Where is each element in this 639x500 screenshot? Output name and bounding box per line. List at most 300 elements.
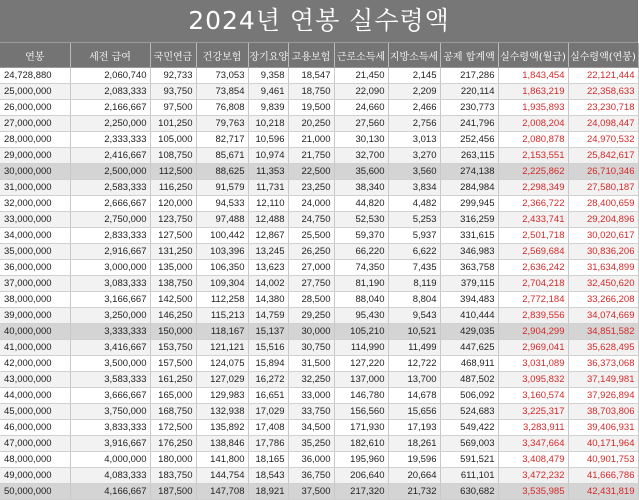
table-cell: 3,750,000 — [70, 404, 150, 420]
table-cell: 14,002 — [248, 276, 288, 292]
table-cell: 161,250 — [150, 372, 196, 388]
table-cell: 7,435 — [388, 260, 440, 276]
table-cell: 180,000 — [150, 452, 196, 468]
table-cell: 34,851,582 — [568, 324, 638, 340]
table-row — [0, 404, 638, 420]
table-cell: 331,615 — [440, 228, 498, 244]
table-cell: 274,138 — [440, 164, 498, 180]
table-cell: 2,225,862 — [498, 164, 568, 180]
table-cell: 28,000,000 — [0, 132, 70, 148]
table-cell: 171,930 — [334, 420, 388, 436]
table-row — [0, 228, 638, 244]
table-cell: 3,031,089 — [498, 356, 568, 372]
table-row — [0, 452, 638, 468]
table-cell: 2,916,667 — [70, 244, 150, 260]
table-cell: 16,651 — [248, 388, 288, 404]
table-cell: 2,209 — [388, 84, 440, 100]
table-cell: 3,270 — [388, 148, 440, 164]
table-cell: 2,839,556 — [498, 308, 568, 324]
table-cell: 38,340 — [334, 180, 388, 196]
table-cell: 2,666,667 — [70, 196, 150, 212]
table-cell: 101,250 — [150, 116, 196, 132]
table-cell: 31,500 — [288, 356, 334, 372]
table-cell: 2,080,878 — [498, 132, 568, 148]
table-cell: 59,370 — [334, 228, 388, 244]
table-cell: 21,450 — [334, 68, 388, 84]
table-row — [0, 308, 638, 324]
table-cell: 176,250 — [150, 436, 196, 452]
table-row — [0, 292, 638, 308]
column-header: 국민연금 — [150, 43, 196, 68]
table-cell: 146,250 — [150, 308, 196, 324]
salary-table — [0, 43, 639, 500]
table-cell: 40,000,000 — [0, 324, 70, 340]
table-row — [0, 276, 638, 292]
table-cell: 316,259 — [440, 212, 498, 228]
table-cell: 112,258 — [196, 292, 248, 308]
table-cell: 3,560 — [388, 164, 440, 180]
table-cell: 3,535,985 — [498, 484, 568, 500]
table-cell: 263,115 — [440, 148, 498, 164]
table-cell: 100,442 — [196, 228, 248, 244]
table-cell: 36,000 — [288, 452, 334, 468]
table-cell: 34,074,669 — [568, 308, 638, 324]
table-cell: 2,750,000 — [70, 212, 150, 228]
table-cell: 18,543 — [248, 468, 288, 484]
table-row — [0, 180, 638, 196]
table-cell: 1,935,893 — [498, 100, 568, 116]
table-cell: 88,625 — [196, 164, 248, 180]
table-cell: 2,833,333 — [70, 228, 150, 244]
table-cell: 82,717 — [196, 132, 248, 148]
table-cell: 17,193 — [388, 420, 440, 436]
table-cell: 23,230,718 — [568, 100, 638, 116]
table-cell: 94,533 — [196, 196, 248, 212]
table-cell: 129,983 — [196, 388, 248, 404]
column-header: 지방소득세 — [388, 43, 440, 68]
table-cell: 9,543 — [388, 308, 440, 324]
table-cell: 30,750 — [288, 340, 334, 356]
table-cell: 217,286 — [440, 68, 498, 84]
table-cell: 131,250 — [150, 244, 196, 260]
table-cell: 105,000 — [150, 132, 196, 148]
table-cell: 630,682 — [440, 484, 498, 500]
table-cell: 195,960 — [334, 452, 388, 468]
table-cell: 32,450,620 — [568, 276, 638, 292]
column-header: 건강보험 — [196, 43, 248, 68]
table-cell: 10,218 — [248, 116, 288, 132]
table-cell: 252,456 — [440, 132, 498, 148]
table-cell: 150,000 — [150, 324, 196, 340]
table-cell: 30,020,617 — [568, 228, 638, 244]
table-cell: 132,938 — [196, 404, 248, 420]
table-cell: 34,000,000 — [0, 228, 70, 244]
table-cell: 10,974 — [248, 148, 288, 164]
table-cell: 1,843,454 — [498, 68, 568, 84]
table-body — [0, 68, 638, 500]
table-cell: 14,759 — [248, 308, 288, 324]
table-cell: 4,000,000 — [70, 452, 150, 468]
table-cell: 11,353 — [248, 164, 288, 180]
table-cell: 156,560 — [334, 404, 388, 420]
table-cell: 468,911 — [440, 356, 498, 372]
table-cell: 27,580,187 — [568, 180, 638, 196]
table-cell: 25,500 — [288, 228, 334, 244]
table-cell: 33,266,208 — [568, 292, 638, 308]
table-cell: 79,763 — [196, 116, 248, 132]
table-cell: 20,664 — [388, 468, 440, 484]
table-cell: 95,430 — [334, 308, 388, 324]
table-cell: 25,000,000 — [0, 84, 70, 100]
table-cell: 20,250 — [288, 116, 334, 132]
table-cell: 2,704,218 — [498, 276, 568, 292]
table-cell: 524,683 — [440, 404, 498, 420]
table-cell: 183,750 — [150, 468, 196, 484]
table-row — [0, 484, 638, 500]
table-cell: 66,220 — [334, 244, 388, 260]
table-cell: 28,500 — [288, 292, 334, 308]
table-cell: 88,040 — [334, 292, 388, 308]
table-header-row — [0, 43, 638, 68]
column-header: 연봉 — [0, 43, 70, 68]
table-cell: 127,029 — [196, 372, 248, 388]
table-cell: 52,530 — [334, 212, 388, 228]
table-cell: 106,350 — [196, 260, 248, 276]
table-cell: 15,656 — [388, 404, 440, 420]
table-cell: 284,984 — [440, 180, 498, 196]
table-cell: 10,521 — [388, 324, 440, 340]
table-row — [0, 212, 638, 228]
table-cell: 2,298,349 — [498, 180, 568, 196]
table-row — [0, 372, 638, 388]
table-row — [0, 196, 638, 212]
table-cell: 43,000,000 — [0, 372, 70, 388]
table-cell: 27,000 — [288, 260, 334, 276]
table-cell: 36,373,068 — [568, 356, 638, 372]
table-cell: 109,304 — [196, 276, 248, 292]
table-cell: 17,029 — [248, 404, 288, 420]
table-cell: 2,416,667 — [70, 148, 150, 164]
table-cell: 2,060,740 — [70, 68, 150, 84]
table-row — [0, 356, 638, 372]
table-cell: 39,406,931 — [568, 420, 638, 436]
table-cell: 24,750 — [288, 212, 334, 228]
table-cell: 29,204,896 — [568, 212, 638, 228]
table-cell: 50,000,000 — [0, 484, 70, 500]
table-cell: 2,433,741 — [498, 212, 568, 228]
table-cell: 97,500 — [150, 100, 196, 116]
table-row — [0, 116, 638, 132]
table-cell: 10,596 — [248, 132, 288, 148]
column-header: 실수령액(연봉) — [568, 43, 638, 68]
table-cell: 37,500 — [288, 484, 334, 500]
table-cell: 35,628,495 — [568, 340, 638, 356]
table-cell: 135,892 — [196, 420, 248, 436]
table-cell: 118,167 — [196, 324, 248, 340]
table-cell: 36,750 — [288, 468, 334, 484]
table-cell: 11,499 — [388, 340, 440, 356]
table-cell: 363,758 — [440, 260, 498, 276]
table-cell: 33,750 — [288, 404, 334, 420]
table-cell: 2,756 — [388, 116, 440, 132]
table-cell: 40,171,964 — [568, 436, 638, 452]
table-cell: 3,013 — [388, 132, 440, 148]
table-cell: 16,272 — [248, 372, 288, 388]
table-row — [0, 100, 638, 116]
table-cell: 21,732 — [388, 484, 440, 500]
table-cell: 34,500 — [288, 420, 334, 436]
table-cell: 81,190 — [334, 276, 388, 292]
table-cell: 2,083,333 — [70, 84, 150, 100]
table-row — [0, 164, 638, 180]
table-cell: 2,969,041 — [498, 340, 568, 356]
table-cell: 3,166,667 — [70, 292, 150, 308]
table-cell: 3,225,317 — [498, 404, 568, 420]
table-cell: 147,708 — [196, 484, 248, 500]
table-cell: 24,970,532 — [568, 132, 638, 148]
table-cell: 123,750 — [150, 212, 196, 228]
column-header: 근로소득세 — [334, 43, 388, 68]
table-cell: 1,863,219 — [498, 84, 568, 100]
table-cell: 379,115 — [440, 276, 498, 292]
table-cell: 3,333,333 — [70, 324, 150, 340]
table-cell: 410,444 — [440, 308, 498, 324]
table-row — [0, 244, 638, 260]
table-cell: 4,482 — [388, 196, 440, 212]
table-cell: 24,000 — [288, 196, 334, 212]
table-cell: 114,990 — [334, 340, 388, 356]
table-cell: 30,130 — [334, 132, 388, 148]
table-cell: 18,547 — [288, 68, 334, 84]
table-cell: 26,000,000 — [0, 100, 70, 116]
table-cell: 3,583,333 — [70, 372, 150, 388]
table-cell: 22,090 — [334, 84, 388, 100]
table-cell: 42,000,000 — [0, 356, 70, 372]
table-cell: 116,250 — [150, 180, 196, 196]
table-cell: 42,431,819 — [568, 484, 638, 500]
table-cell: 144,754 — [196, 468, 248, 484]
table-cell: 31,000,000 — [0, 180, 70, 196]
table-cell: 135,000 — [150, 260, 196, 276]
table-cell: 18,921 — [248, 484, 288, 500]
table-cell: 4,083,333 — [70, 468, 150, 484]
table-cell: 19,500 — [288, 100, 334, 116]
table-cell: 220,114 — [440, 84, 498, 100]
table-cell: 3,916,667 — [70, 436, 150, 452]
table-cell: 13,245 — [248, 244, 288, 260]
table-cell: 14,678 — [388, 388, 440, 404]
table-cell: 21,000 — [288, 132, 334, 148]
table-cell: 9,839 — [248, 100, 288, 116]
table-cell: 157,500 — [150, 356, 196, 372]
table-row — [0, 260, 638, 276]
table-cell: 121,121 — [196, 340, 248, 356]
table-cell: 32,700 — [334, 148, 388, 164]
table-cell: 24,660 — [334, 100, 388, 116]
table-cell: 2,153,551 — [498, 148, 568, 164]
table-cell: 3,283,911 — [498, 420, 568, 436]
table-cell: 5,937 — [388, 228, 440, 244]
table-cell: 6,622 — [388, 244, 440, 260]
table-cell: 127,220 — [334, 356, 388, 372]
table-cell: 45,000,000 — [0, 404, 70, 420]
table-cell: 3,500,000 — [70, 356, 150, 372]
table-cell: 11,731 — [248, 180, 288, 196]
table-cell: 187,500 — [150, 484, 196, 500]
table-cell: 346,983 — [440, 244, 498, 260]
table-cell: 35,250 — [288, 436, 334, 452]
table-cell: 85,671 — [196, 148, 248, 164]
table-cell: 142,500 — [150, 292, 196, 308]
table-cell: 299,945 — [440, 196, 498, 212]
table-cell: 41,000,000 — [0, 340, 70, 356]
column-header: 세전 급여 — [70, 43, 150, 68]
table-cell: 22,358,633 — [568, 84, 638, 100]
table-cell: 32,250 — [288, 372, 334, 388]
table-cell: 2,772,184 — [498, 292, 568, 308]
table-cell: 2,008,204 — [498, 116, 568, 132]
table-cell: 8,119 — [388, 276, 440, 292]
table-cell: 28,400,659 — [568, 196, 638, 212]
table-cell: 97,488 — [196, 212, 248, 228]
table-cell: 182,610 — [334, 436, 388, 452]
table-row — [0, 84, 638, 100]
table-cell: 3,472,232 — [498, 468, 568, 484]
table-cell: 165,000 — [150, 388, 196, 404]
table-cell: 108,750 — [150, 148, 196, 164]
table-cell: 15,137 — [248, 324, 288, 340]
table-cell: 29,250 — [288, 308, 334, 324]
table-row — [0, 324, 638, 340]
table-cell: 2,366,722 — [498, 196, 568, 212]
table-row — [0, 436, 638, 452]
table-cell: 103,396 — [196, 244, 248, 260]
table-cell: 48,000,000 — [0, 452, 70, 468]
table-cell: 74,350 — [334, 260, 388, 276]
table-cell: 12,110 — [248, 196, 288, 212]
table-cell: 44,000,000 — [0, 388, 70, 404]
table-cell: 35,600 — [334, 164, 388, 180]
table-cell: 2,501,718 — [498, 228, 568, 244]
table-cell: 35,000,000 — [0, 244, 70, 260]
table-cell: 3,083,333 — [70, 276, 150, 292]
table-cell: 21,750 — [288, 148, 334, 164]
table-cell: 3,833,333 — [70, 420, 150, 436]
column-header: 실수령액(월급) — [498, 43, 568, 68]
table-cell: 46,000,000 — [0, 420, 70, 436]
table-cell: 38,000,000 — [0, 292, 70, 308]
table-cell: 18,165 — [248, 452, 288, 468]
table-cell: 127,500 — [150, 228, 196, 244]
table-cell: 2,583,333 — [70, 180, 150, 196]
table-cell: 27,000,000 — [0, 116, 70, 132]
table-cell: 168,750 — [150, 404, 196, 420]
table-cell: 3,000,000 — [70, 260, 150, 276]
table-cell: 3,250,000 — [70, 308, 150, 324]
table-cell: 9,461 — [248, 84, 288, 100]
table-cell: 73,053 — [196, 68, 248, 84]
table-cell: 76,808 — [196, 100, 248, 116]
table-cell: 447,625 — [440, 340, 498, 356]
table-cell: 41,666,786 — [568, 468, 638, 484]
table-cell: 105,210 — [334, 324, 388, 340]
table-cell: 26,250 — [288, 244, 334, 260]
table-cell: 112,500 — [150, 164, 196, 180]
table-cell: 27,560 — [334, 116, 388, 132]
column-header: 고용보험 — [288, 43, 334, 68]
column-header: 공제 합계액 — [440, 43, 498, 68]
table-cell: 93,750 — [150, 84, 196, 100]
table-cell: 27,750 — [288, 276, 334, 292]
table-cell: 138,846 — [196, 436, 248, 452]
table-cell: 36,000,000 — [0, 260, 70, 276]
table-cell: 12,722 — [388, 356, 440, 372]
table-cell: 146,780 — [334, 388, 388, 404]
table-cell: 2,904,299 — [498, 324, 568, 340]
table-cell: 2,500,000 — [70, 164, 150, 180]
table-cell: 32,000,000 — [0, 196, 70, 212]
table-cell: 3,347,664 — [498, 436, 568, 452]
table-cell: 14,380 — [248, 292, 288, 308]
table-cell: 33,000 — [288, 388, 334, 404]
table-cell: 2,166,667 — [70, 100, 150, 116]
table-cell: 569,003 — [440, 436, 498, 452]
table-cell: 172,500 — [150, 420, 196, 436]
table-cell: 3,095,832 — [498, 372, 568, 388]
table-row — [0, 148, 638, 164]
table-cell: 24,728,880 — [0, 68, 70, 84]
table-cell: 44,820 — [334, 196, 388, 212]
table-cell: 30,000 — [288, 324, 334, 340]
table-row — [0, 68, 638, 84]
table-cell: 9,358 — [248, 68, 288, 84]
table-cell: 115,213 — [196, 308, 248, 324]
table-cell: 138,750 — [150, 276, 196, 292]
table-cell: 2,636,242 — [498, 260, 568, 276]
table-row — [0, 468, 638, 484]
table-cell: 22,500 — [288, 164, 334, 180]
table-row — [0, 420, 638, 436]
table-cell: 153,750 — [150, 340, 196, 356]
table-cell: 49,000,000 — [0, 468, 70, 484]
table-cell: 37,000,000 — [0, 276, 70, 292]
table-cell: 3,834 — [388, 180, 440, 196]
table-cell: 26,710,346 — [568, 164, 638, 180]
table-cell: 23,250 — [288, 180, 334, 196]
table-cell: 506,092 — [440, 388, 498, 404]
table-row — [0, 388, 638, 404]
table-cell: 429,035 — [440, 324, 498, 340]
table-cell: 30,000,000 — [0, 164, 70, 180]
table-cell: 13,623 — [248, 260, 288, 276]
table-cell: 611,101 — [440, 468, 498, 484]
table-cell: 17,408 — [248, 420, 288, 436]
table-cell: 18,750 — [288, 84, 334, 100]
table-cell: 487,502 — [440, 372, 498, 388]
table-cell: 241,796 — [440, 116, 498, 132]
table-cell: 206,640 — [334, 468, 388, 484]
table-cell: 3,416,667 — [70, 340, 150, 356]
table-cell: 12,488 — [248, 212, 288, 228]
table-cell: 217,320 — [334, 484, 388, 500]
table-cell: 33,000,000 — [0, 212, 70, 228]
table-cell: 38,703,806 — [568, 404, 638, 420]
table-cell: 91,579 — [196, 180, 248, 196]
table-cell: 2,333,333 — [70, 132, 150, 148]
table-cell: 12,867 — [248, 228, 288, 244]
table-cell: 141,800 — [196, 452, 248, 468]
table-cell: 19,596 — [388, 452, 440, 468]
